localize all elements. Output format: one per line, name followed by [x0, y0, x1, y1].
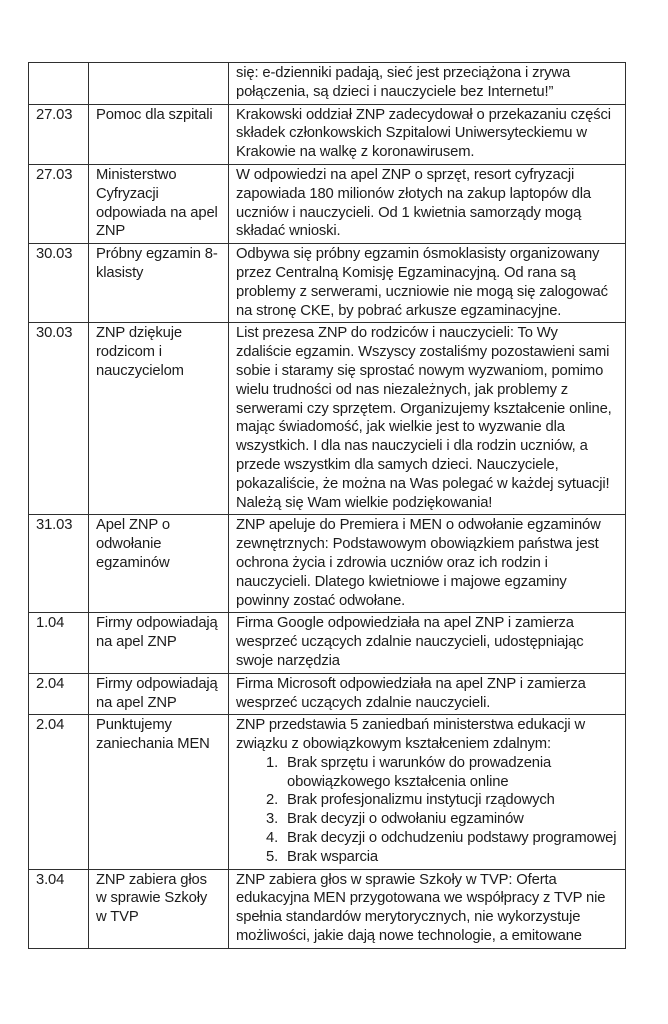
- numbered-list: [236, 754, 617, 867]
- table-row: [29, 715, 626, 869]
- title-cell: Firmy odpowiadają na apel ZNP: [89, 673, 229, 715]
- table-row: [29, 164, 626, 243]
- date-cell: 3.04: [29, 869, 89, 948]
- date-cell: 27.03: [29, 164, 89, 243]
- description-text: Krakowski oddział ZNP zadecydował o przekazaniu części składek członkowskich Szpitalowi Uniwersyteckiemu w Krakowie na walkę z koronawirusem.: [236, 106, 611, 161]
- date-cell: 2.04: [29, 715, 89, 869]
- description-cell: [229, 104, 626, 164]
- description-cell: [229, 869, 626, 948]
- description-text: Firma Google odpowiedziała na apel ZNP i zamierza wesprzeć uczących zdalnie nauczycieli, udostępniając swoje narzędzia: [236, 615, 584, 669]
- description-cell: [229, 63, 626, 105]
- description-text: ZNP przedstawia 5 zaniedbań ministerstwa edukacji w związku z obowiązkowym kształceniem zdalnym:: [236, 717, 586, 753]
- description-cell: [229, 244, 626, 323]
- numbered-list-item: 1. Brak sprzętu i warunków do prowadzenia obowiązkowego kształcenia online: [282, 754, 617, 792]
- title-cell: Punktujemy zaniechania MEN: [89, 715, 229, 869]
- title-cell: Pomoc dla szpitali: [89, 104, 229, 164]
- date-cell: 30.03: [29, 323, 89, 515]
- table-row: [29, 244, 626, 323]
- description-cell: [229, 715, 626, 869]
- timeline-table: [28, 62, 626, 949]
- description-text: Odbywa się próbny egzamin ósmoklasisty organizowany przez Centralną Komisję Egzaminacyjną. Od rana są problemy z serwerami, uczniowie nie mogą się zalogować na stronę CKE, by pobrać arkusze egzaminacyjne.: [236, 246, 608, 319]
- date-cell: 31.03: [29, 515, 89, 613]
- description-text: Firma Microsoft odpowiedziała na apel ZNP i zamierza wesprzeć uczących zdalnie nauczycieli.: [236, 675, 586, 711]
- date-cell: 27.03: [29, 104, 89, 164]
- description-text: się: e-dzienniki padają, sieć jest przeciążona i zrywa połączenia, są dzieci i nauczyciele bez Internetu!”: [236, 65, 571, 100]
- date-cell: 2.04: [29, 673, 89, 715]
- description-text: ZNP zabiera głos w sprawie Szkoły w TVP: Oferta edukacyjna MEN przygotowana we współpracy z TVP nie spełnia standardów merytorycznych, nie wykorzystuje możliwości, jakie dają nowe technologie, a emitowane: [236, 871, 606, 945]
- table-row: [29, 63, 626, 105]
- table-row: [29, 613, 626, 673]
- table-row: [29, 869, 626, 948]
- description-text: W odpowiedzi na apel ZNP o sprzęt, resort cyfryzacji zapowiada 180 milionów złotych na zakup laptopów dla uczniów i nauczycieli. Od 1 kwietnia samorządy mogą składać wnioski.: [236, 166, 591, 240]
- numbered-list-item: 3. Brak decyzji o odwołaniu egzaminów: [282, 810, 617, 829]
- title-cell: [89, 63, 229, 105]
- date-cell: [29, 63, 89, 105]
- table-row: [29, 673, 626, 715]
- description-cell: [229, 673, 626, 715]
- description-cell: [229, 515, 626, 613]
- table-row: [29, 323, 626, 515]
- title-cell: Firmy odpowiadają na apel ZNP: [89, 613, 229, 673]
- numbered-list-item: 5. Brak wsparcia: [282, 848, 617, 867]
- description-cell: [229, 613, 626, 673]
- table-row: [29, 104, 626, 164]
- description-cell: [229, 164, 626, 243]
- date-cell: 30.03: [29, 244, 89, 323]
- description-text: ZNP apeluje do Premiera i MEN o odwołanie egzaminów zewnętrznych: Podstawowym obowiązkiem państwa jest ochrona życia i zdrowia uczniów oraz ich rodzin i nauczycieli. Dlatego kwietniowe i majowe egzaminy powinny zostać odwołane.: [236, 517, 601, 609]
- title-cell: Ministerstwo Cyfryzacji odpowiada na apel ZNP: [89, 164, 229, 243]
- description-text: List prezesa ZNP do rodziców i nauczycieli: To Wy zdaliście egzamin. Wszyscy zostaliśmy pozostawieni sami sobie i staramy się sprostać nowym wyzwaniom, pomimo wielu trudności od nas niezależnych, jak problemy z serwerami czy sprzętem. Organizujemy kształcenie online, mając świadomość, jak wielkie jest to wyzwanie dla wszystkich. I dla nas nauczycieli i dla rodzin uczniów, a przede wszystkim dla samych dzieci. Nauczyciele, pokazaliście, że można na Was polegać w każdej sytuacji! Należą się Wam wielkie podziękowania!: [236, 325, 612, 511]
- description-cell: [229, 323, 626, 515]
- numbered-list-item: 4. Brak decyzji o odchudzeniu podstawy programowej: [282, 829, 617, 848]
- title-cell: ZNP zabiera głos w sprawie Szkoły w TVP: [89, 869, 229, 948]
- title-cell: Próbny egzamin 8-klasisty: [89, 244, 229, 323]
- title-cell: Apel ZNP o odwołanie egzaminów: [89, 515, 229, 613]
- title-cell: ZNP dziękuje rodzicom i nauczycielom: [89, 323, 229, 515]
- date-cell: 1.04: [29, 613, 89, 673]
- timeline-table-body: [29, 63, 626, 949]
- table-row: [29, 515, 626, 613]
- numbered-list-item: 2. Brak profesjonalizmu instytucji rządowych: [282, 791, 617, 810]
